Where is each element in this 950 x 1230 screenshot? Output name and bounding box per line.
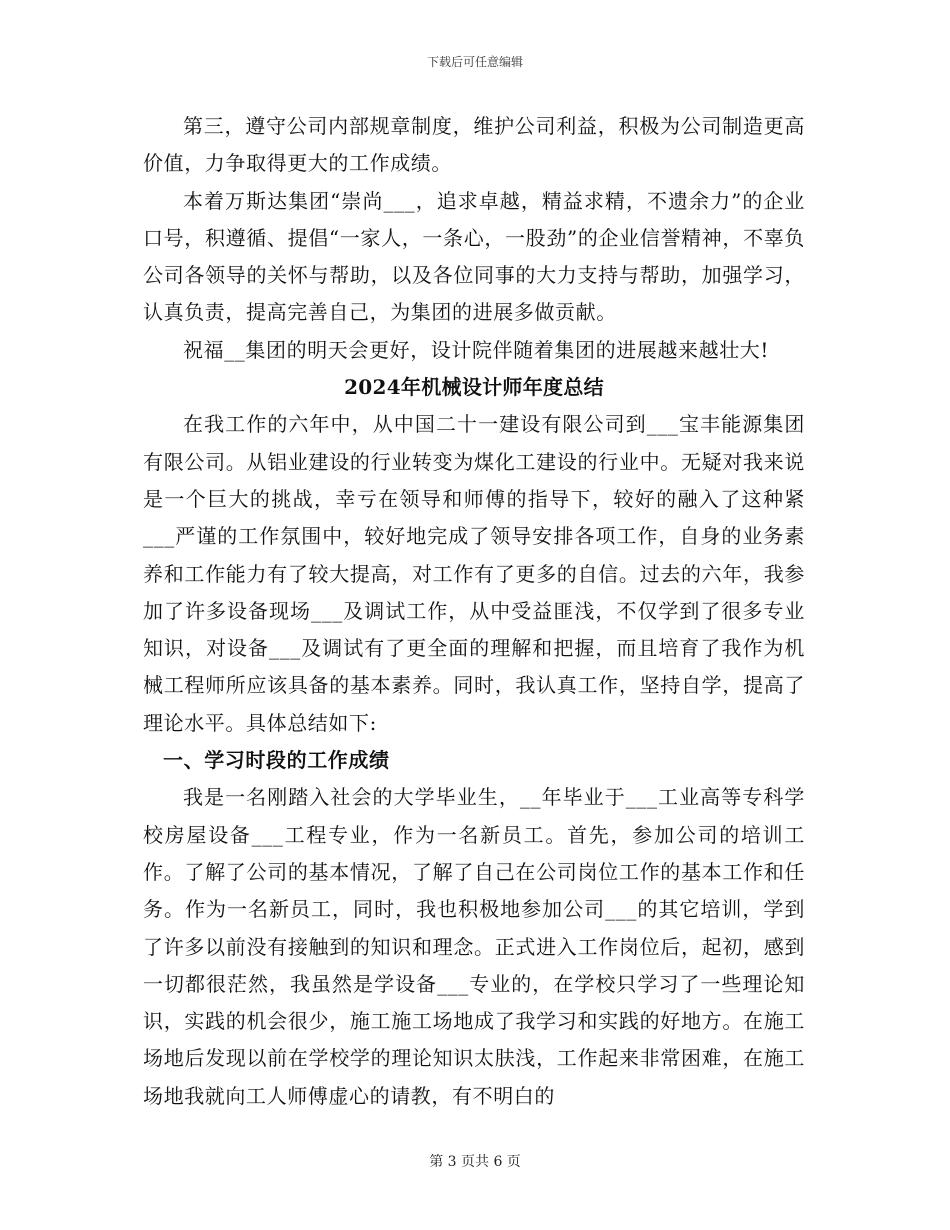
document-title: 2024年机械设计师年度总结 bbox=[344, 375, 604, 400]
document-body bbox=[143, 108, 805, 1115]
paragraph-company-slogan: 本着万斯达集团“崇尚___，追求卓越，精益求精，不遗余力”的企业口号，积遵循、提倡“一家人，一条心，一股劲”的企业信誉精神，不辜负公司各领导的关怀与帮助，以及各位同事的大力支持与帮助，加强学习，认真负责，提高完善自己，为集团的进展多做贡献。 bbox=[143, 188, 805, 325]
page-header-note: 下载后可任意编辑 bbox=[426, 55, 523, 69]
section-heading-study-period: 一、学习时段的工作成绩 bbox=[163, 748, 390, 773]
paragraph-new-graduate: 我是一名刚踏入社会的大学毕业生，__年毕业于___工业高等专科学校房屋设备___工程专业，作为一名新员工。首先，参加公司的培训工作。了解了公司的基本情况，了解了自己在公司岗位工作的基本工作和任务。作为一名新员工，同时，我也积极地参加公司___的其它培训，学到了许多以前没有接触到的知识和理念。正式进入工作岗位后，起初，感到一切都很茫然，我虽然是学设备___专业的，在学校只学习了一些理论知识，实践的机会很少，施工施工场地成了我学习和实践的好地方。在施工场地后发现以前在学校学的理论知识太肤浅，工作起来非常困难，在施工场地我就向工人师傅虚心的请教，有不明白的 bbox=[143, 785, 805, 1108]
paragraph-intro-six-years: 在我工作的六年中，从中国二十一建设有限公司到___宝丰能源集团有限公司。从铝业建设的行业转变为煤化工建设的行业中。无疑对我来说是一个巨大的挑战，幸亏在领导和师傅的指导下，较好的融入了这种紧___严谨的工作氛围中，较好地完成了领导安排各项工作，自身的业务素养和工作能力有了较大提高，对工作有了更多的自信。过去的六年，我参加了许多设备现场___及调试工作，从中受益匪浅，不仅学到了很多专业知识，对设备___及调试有了更全面的理解和把握，而且培育了我作为机械工程师所应该具备的基本素养。同时，我认真工作，坚持自学，提高了理论水平。具体总结如下: bbox=[143, 412, 805, 735]
page-number: 第 3 页共 6 页 bbox=[429, 1154, 521, 1170]
paragraph-blessing: 祝福__集团的明天会更好，设计院伴随着集团的进展越来越壮大! bbox=[183, 337, 770, 362]
paragraph-third-point: 第三，遵守公司内部规章制度，维护公司利益，积极为公司制造更高价值，力争取得更大的工作成绩。 bbox=[143, 114, 805, 176]
